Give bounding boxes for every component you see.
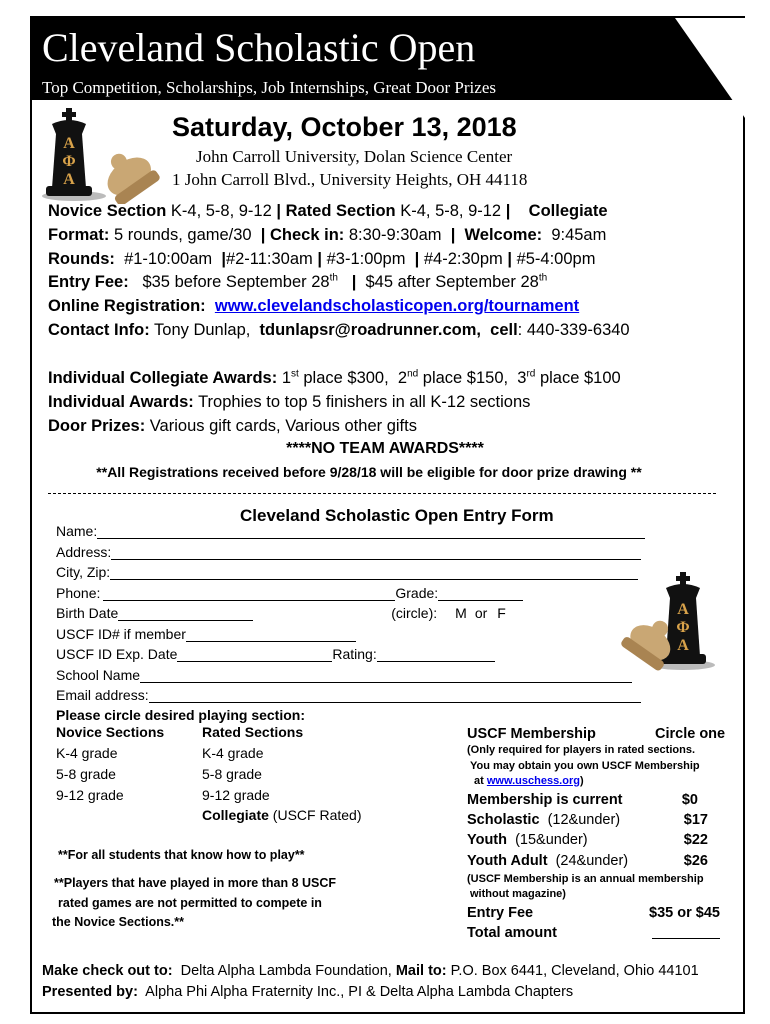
contact-line: Contact Info: Tony Dunlap, tdunlapsr@roadrunner.com, cell: 440-339-6340 xyxy=(48,321,630,339)
circle-one-label: Circle one xyxy=(655,726,726,742)
fun-corner xyxy=(662,18,745,118)
logo-letter: Φ xyxy=(62,153,76,170)
membership-requirement: (Only required for players in rated sections. xyxy=(467,744,696,756)
logo-letter: A xyxy=(677,637,689,654)
entry-fee-row: Entry Fee $35 or $45 xyxy=(467,905,720,921)
rating-label: Rating: xyxy=(332,646,377,662)
phone-field[interactable]: Phone: Grade: xyxy=(56,585,523,601)
membership-option-youth-adult[interactable]: Youth Adult (24&under) $26 xyxy=(467,853,708,869)
event-venue: John Carroll University, Dolan Science Center xyxy=(196,147,513,166)
payment-instructions: Make check out to: Delta Alpha Lambda Foundation, Mail to: P.O. Box 6441, Cleveland, Ohio 44101 xyxy=(42,963,699,979)
event-address: 1 John Carroll Blvd., University Heights, OH 44118 xyxy=(172,170,528,189)
rated-note-line: **Players that have played in more than 8 USCF xyxy=(54,876,337,890)
total-amount-row[interactable]: Total amount xyxy=(467,925,714,941)
registration-link[interactable]: www.clevelandscholasticopen.org/tournament xyxy=(214,297,580,315)
uscf-exp-field[interactable]: USCF ID Exp. Date Rating: xyxy=(56,646,495,662)
logo-letter: Φ xyxy=(676,619,690,636)
name-field[interactable]: Name: xyxy=(56,523,645,539)
membership-option-youth[interactable]: Youth (15&under) $22 xyxy=(467,832,708,848)
membership-requirement: at www.uschess.org) xyxy=(474,775,584,787)
logo-letter: A xyxy=(63,135,75,152)
grade-label: Grade: xyxy=(395,585,439,601)
presented-by: Presented by: Alpha Phi Alpha Fraternity Inc., PI & Delta Alpha Lambda Chapters xyxy=(42,984,574,1000)
school-name-field[interactable]: School Name xyxy=(56,667,632,683)
event-date: Saturday, October 13, 2018 xyxy=(172,112,517,142)
gender-f-option[interactable]: F xyxy=(497,605,506,621)
cut-line-divider xyxy=(48,493,716,494)
individual-awards-line: Individual Awards: Trophies to top 5 finishers in all K-12 sections xyxy=(48,393,531,411)
rated-note-line: the Novice Sections.** xyxy=(52,915,184,929)
uscf-membership-heading: USCF Membership xyxy=(467,726,596,742)
annual-note: (USCF Membership is an annual membership xyxy=(467,873,704,885)
rated-sections-heading: Rated Sections xyxy=(202,724,304,740)
uschess-link[interactable]: www.uschess.org xyxy=(486,775,580,787)
sections-line: Novice Section K-4, 5-8, 9-12 | Rated Section K-4, 5-8, 9-12 | Collegiate xyxy=(48,202,608,220)
grade-field[interactable] xyxy=(438,587,523,601)
rated-note-line: rated games are not permitted to compete in xyxy=(58,896,322,910)
contact-email: tdunlapsr@roadrunner.com, xyxy=(259,321,481,339)
membership-option-current[interactable]: Membership is current $0 xyxy=(467,792,698,808)
collegiate-option[interactable]: Collegiate (USCF Rated) xyxy=(202,807,362,823)
membership-requirement: You may obtain you own USCF Membership xyxy=(470,760,700,772)
uscf-id-field[interactable]: USCF ID# if member xyxy=(56,626,356,642)
rated-option-k4[interactable]: K-4 grade xyxy=(202,745,264,761)
gender-m-option[interactable]: M xyxy=(455,605,467,621)
door-prizes-line: Door Prizes: Various gift cards, Various other gifts xyxy=(48,417,417,435)
novice-option-9-12[interactable]: 9-12 grade xyxy=(56,787,124,803)
rating-field[interactable] xyxy=(377,648,495,662)
rated-option-5-8[interactable]: 5-8 grade xyxy=(202,766,262,782)
page-subtitle: Top Competition, Scholarships, Job Internships, Great Door Prizes xyxy=(42,78,496,97)
format-line: Format: 5 rounds, game/30 | Check in: 8:30-9:30am | Welcome: 9:45am xyxy=(48,226,607,244)
fun-tag: FUN xyxy=(613,26,673,94)
chess-king-logo-icon xyxy=(618,568,733,673)
page-title: Cleveland Scholastic Open xyxy=(42,25,476,70)
novice-option-k4[interactable]: K-4 grade xyxy=(56,745,118,761)
entry-fee-line: Entry Fee: $35 before September 28th | $45 after September 28th xyxy=(48,272,548,291)
novice-sections-heading: Novice Sections xyxy=(56,724,165,740)
collegiate-awards-line: Individual Collegiate Awards: 1st place $300, 2nd place $150, 3rd place $100 xyxy=(48,368,621,387)
rounds-line: Rounds: #1-10:00am |#2-11:30am | #3-1:00pm | #4-2:30pm | #5-4:00pm xyxy=(48,250,596,268)
birth-date-field[interactable]: Birth Date (circle): M or F xyxy=(56,605,506,621)
deadline-note: **All Registrations received before 9/28/18 will be eligible for door prize drawing ** xyxy=(96,464,642,480)
annual-note: without magazine) xyxy=(470,888,566,900)
rated-option-9-12[interactable]: 9-12 grade xyxy=(202,787,270,803)
email-field[interactable]: Email address: xyxy=(56,687,641,703)
city-zip-field[interactable]: City, Zip: xyxy=(56,564,638,580)
online-registration-line: Online Registration: www.clevelandscholasticopen.org/tournament xyxy=(48,297,580,315)
novice-note: **For all students that know how to play** xyxy=(58,848,305,862)
logo-letter: A xyxy=(63,171,75,188)
address-field[interactable]: Address: xyxy=(56,544,641,560)
chess-king-logo-icon xyxy=(36,104,166,204)
logo-letter: A xyxy=(677,601,689,618)
entry-form-title: Cleveland Scholastic Open Entry Form xyxy=(240,506,554,525)
section-prompt: Please circle desired playing section: xyxy=(56,707,305,723)
no-team-awards: ****NO TEAM AWARDS**** xyxy=(286,440,484,457)
novice-option-5-8[interactable]: 5-8 grade xyxy=(56,766,116,782)
membership-option-scholastic[interactable]: Scholastic (12&under) $17 xyxy=(467,812,708,828)
